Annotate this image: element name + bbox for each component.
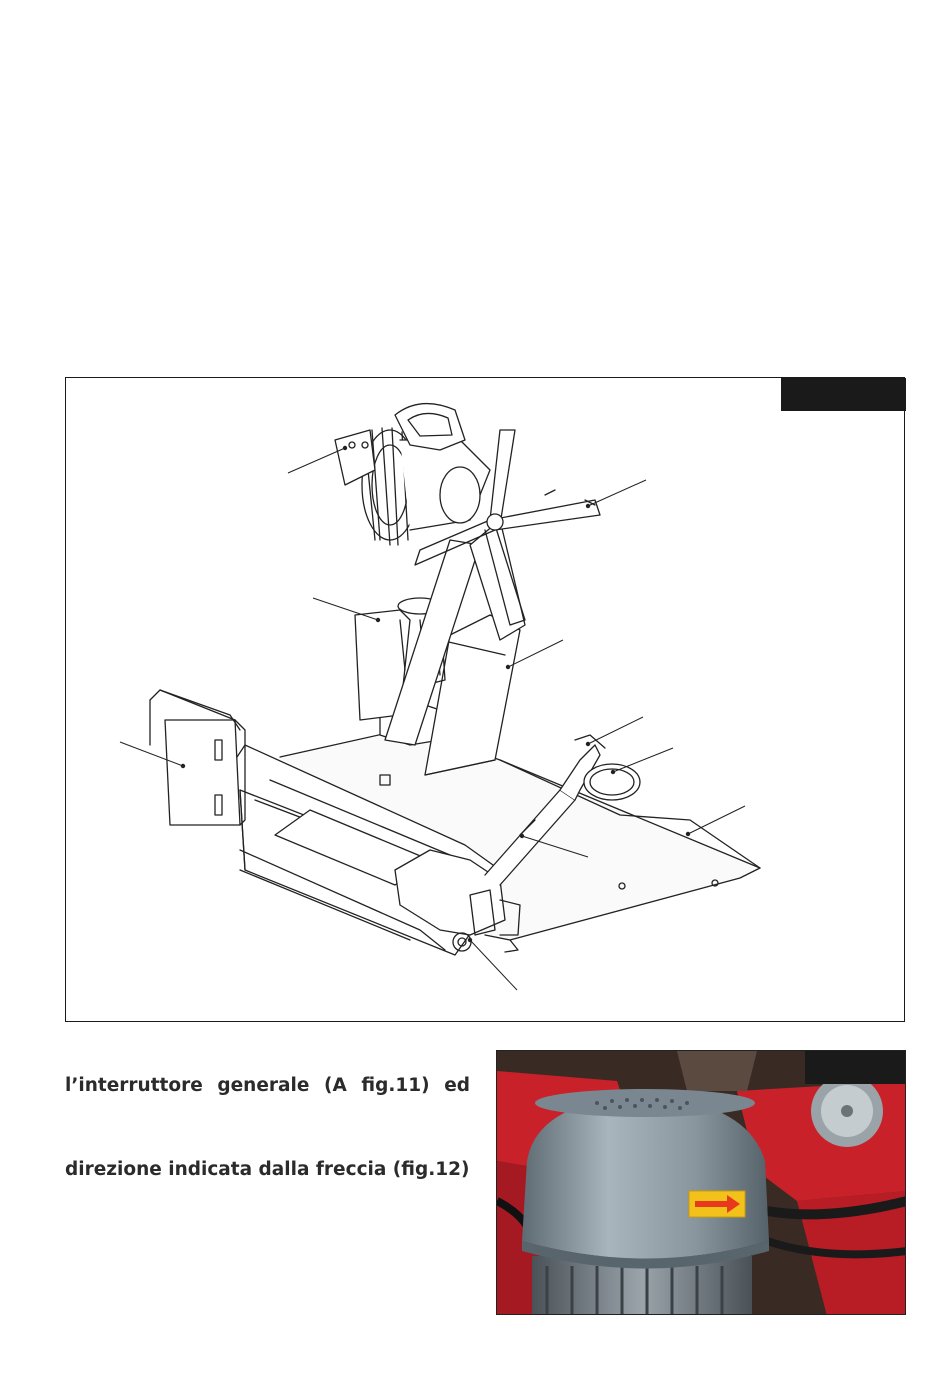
motor-photo-illustration	[497, 1051, 906, 1315]
figure-12-tab	[805, 1051, 905, 1084]
figure-12-photo	[496, 1050, 906, 1315]
paragraph-line-1: l’interruttore generale (A fig.11) ed	[65, 1075, 470, 1096]
paragraph-line-2: direzione indicata dalla freccia (fig.12)	[65, 1159, 470, 1180]
